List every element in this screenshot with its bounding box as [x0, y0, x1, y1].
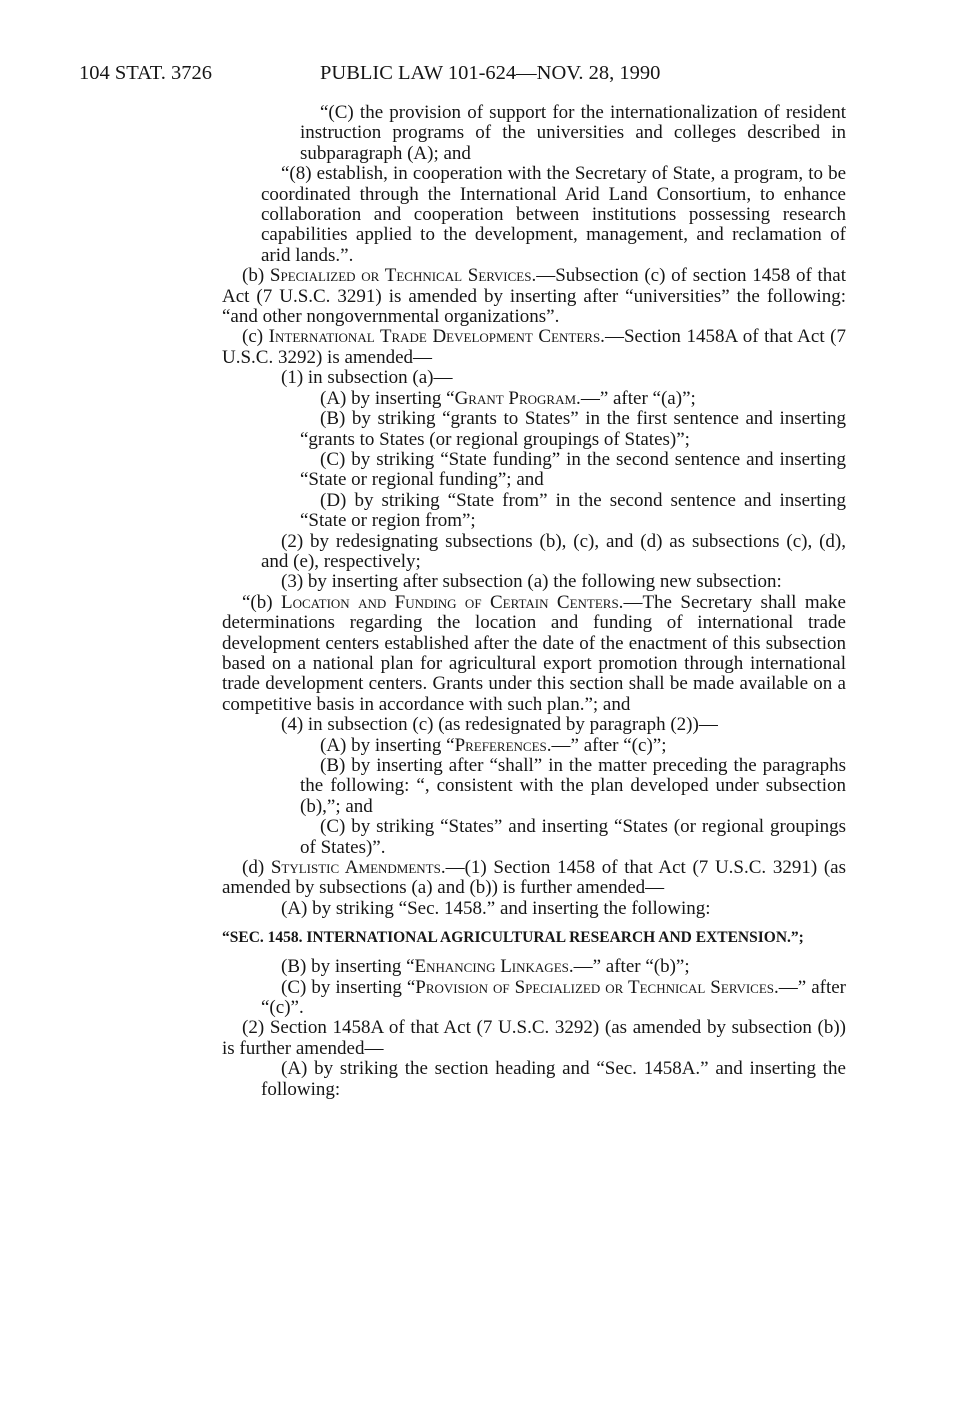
paragraph-a-preferences: (A) by inserting “Preferences.—” after “(c)”; [320, 734, 667, 756]
paragraph-4-subsection-c: (4) in subsection (c) (as redesignated by paragraph (2))— [281, 714, 718, 736]
paragraph-c-provision: “(C) the provision of support for the internationalization of resident instruction programs of the universities and colleges described in subparagraph (A); and [300, 102, 846, 164]
paragraph-8-establish: “(8) establish, in cooperation with the Secretary of State, a program, to be coordinated through the International Arid Land Consortium, to enhance collaboration and cooperation between institutions possessing research capabilities applied to the development, management, and reclamation of arid lands.”. [261, 163, 846, 266]
paragraph-b-specialized: (b) Specialized or Technical Services.—Subsection (c) of section 1458 of that Act (7 U.S.C. 3291) is amended by inserting after “universities” the following: “and other nongovernmental organizations”. [222, 265, 847, 328]
paragraph-d-state-from: (D) by striking “State from” in the second sentence and inserting “State or region from”; [300, 489, 846, 532]
heading-stylistic-amendments: Stylistic Amendments. [270, 857, 446, 879]
paragraph-1-subsection-a: (1) in subsection (a)— [281, 367, 453, 389]
paragraph-2-section-1458a: (2) Section 1458A of that Act (7 U.S.C. 3292) (as amended by subsection (b)) is further amended— [222, 1017, 846, 1059]
paragraph-3-inserting: (3) by inserting after subsection (a) the following new subsection: [281, 571, 782, 593]
paragraph-b-grants-states: (B) by striking “grants to States” in the first sentence and inserting “grants to States (or regional groupings of States)”; [300, 408, 846, 450]
paragraph-b-enhancing: (B) by inserting “Enhancing Linkages.—” after “(b)”; [281, 956, 690, 978]
paragraph-c-provision-services: (C) by inserting “Provision of Specialized or Technical Services.—” after “(c)”. [261, 976, 847, 1019]
paragraph-c-trade-centers: (c) International Trade Development Centers.—Section 1458A of that Act (7 U.S.C. 3292) is amended— [222, 326, 846, 368]
paragraph-a-grant-program: (A) by inserting “Grant Program.—” after “(a)”; [320, 387, 696, 409]
paragraph-2-redesignating: (2) by redesignating subsections (b), (c), and (d) as subsections (c), (d), and (e), respectively; [261, 530, 846, 572]
heading-enhancing-linkages: Enhancing Linkages. [414, 956, 574, 978]
heading-provision-services: Provision of Specialized or Technical Services. [415, 976, 779, 998]
paragraph-b-shall: (B) by inserting after “shall” in the matter preceding the paragraphs the following: “, consistent with the plan developed under subsection (b),”; and [300, 755, 846, 817]
heading-preferences: Preferences. [454, 734, 552, 756]
statute-page-number: 104 STAT. 3726 [79, 62, 212, 84]
section-heading-1458: “SEC. 1458. INTERNATIONAL AGRICULTURAL RESEARCH AND EXTENSION.”; [222, 929, 804, 947]
paragraph-c-states: (C) by striking “States” and inserting “States (or regional groupings of States)”. [300, 816, 846, 858]
document-body [222, 103, 846, 1100]
paragraph-c-state-funding: (C) by striking “State funding” in the second sentence and inserting “State or regional funding”; and [300, 448, 846, 491]
heading-location-funding: Location and Funding of Certain Centers. [281, 591, 624, 613]
public-law-title: PUBLIC LAW 101-624—NOV. 28, 1990 [320, 62, 661, 84]
heading-specialized-services: Specialized or Technical Services. [269, 265, 537, 287]
heading-grant-program: Grant Program. [454, 387, 581, 409]
paragraph-d-stylistic: (d) Stylistic Amendments.—(1) Section 1458 of that Act (7 U.S.C. 3291) (as amended by subsections (a) and (b)) is further amended— [222, 857, 846, 899]
paragraph-a-striking-heading: (A) by striking the section heading and “Sec. 1458A.” and inserting the following: [261, 1058, 846, 1100]
heading-trade-centers: International Trade Development Centers. [268, 326, 605, 348]
page-header [79, 56, 879, 90]
paragraph-a-striking-1458: (A) by striking “Sec. 1458.” and inserting the following: [281, 897, 711, 919]
paragraph-b-location-funding: “(b) Location and Funding of Certain Centers.—The Secretary shall make determinations regarding the location and funding of international trade development centers established after the date of the enactment of this subsection based on a national plan for agricultural export promotion through international trade development centers. Grants under this section shall be made available on a competitive basis in accordance with such plan.”; and [222, 591, 846, 715]
